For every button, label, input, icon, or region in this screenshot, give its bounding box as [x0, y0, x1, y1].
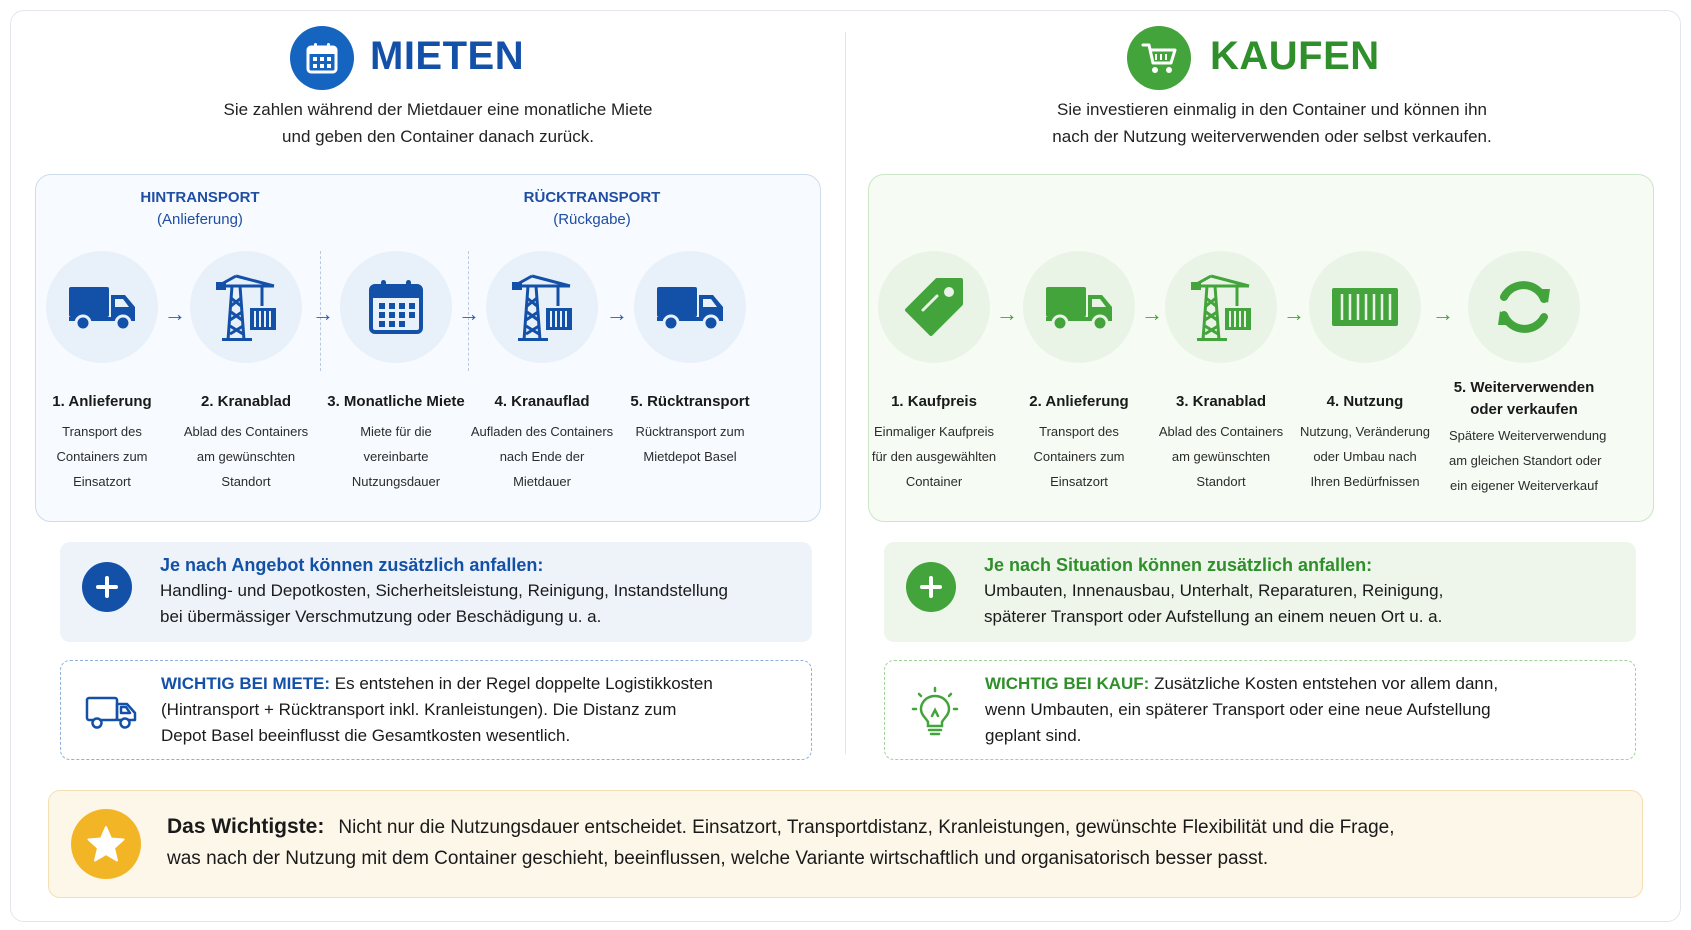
plus-icon: [906, 562, 956, 612]
buy-subtitle: [862, 96, 1682, 150]
summary-box: [48, 790, 1643, 898]
step-desc-line: Rücktransport zum: [635, 424, 745, 439]
step-description: [1449, 423, 1607, 498]
step-description: [467, 419, 617, 494]
additional-costs-line: Umbauten, Innenausbau, Unterhalt, Reparaturen, Reinigung,: [984, 581, 1444, 600]
step-desc-line: Einsatzort: [73, 474, 131, 489]
step-title: 1. Kaufpreis: [891, 393, 977, 410]
arrow-right-icon: →: [606, 301, 628, 326]
rent-additional-costs: [60, 542, 812, 642]
calendar-icon: [340, 251, 452, 363]
step-title: 3. Monatliche Miete: [327, 393, 465, 410]
important-note-text: [161, 671, 801, 749]
truck-icon: [46, 251, 158, 363]
step-description: [27, 419, 177, 494]
phase-subtitle: (Rückgabe): [553, 211, 631, 228]
rent-column: [28, 0, 848, 780]
calendar-icon: [290, 26, 354, 90]
crane-icon: [486, 251, 598, 363]
truck-icon: [634, 251, 746, 363]
rent-subtitle-line: und geben den Container danach zurück.: [282, 127, 594, 146]
important-line: Depot Basel beeinflusst die Gesamtkosten wesentlich.: [161, 726, 571, 745]
step-description: [1004, 419, 1154, 494]
step-title: 3. Kranablad: [1175, 393, 1267, 410]
step-desc-line: am gleichen Standort oder: [1449, 453, 1602, 468]
buy-additional-costs: [884, 542, 1636, 642]
step-desc-line: Einmaliger Kaufpreis: [874, 424, 994, 439]
step-desc-line: ein eigener Weiterverkauf: [1450, 478, 1598, 493]
truck-icon: [81, 687, 141, 737]
step-desc-line: Einsatzort: [1050, 474, 1108, 489]
crane-icon: [1165, 251, 1277, 363]
step-title: 4. Kranauflad: [494, 393, 590, 410]
important-line: (Hintransport + Rücktransport inkl. Kranleistungen). Die Distanz zum: [161, 700, 677, 719]
step-description: [321, 419, 471, 494]
rent-subtitle-line: Sie zahlen während der Mietdauer eine monatliche Miete: [223, 100, 653, 119]
buy-title: KAUFEN: [1210, 34, 1380, 78]
step-title: 2. Kranablad: [200, 393, 292, 410]
step-desc-line: Containers zum: [1033, 449, 1125, 464]
summary-label: Das Wichtigste:: [167, 815, 325, 838]
rent-title: MIETEN: [370, 34, 525, 78]
step-desc-line: Miete für die: [360, 424, 432, 439]
rent-subtitle: [28, 96, 848, 150]
step-title-line2: oder verkaufen: [1470, 401, 1578, 418]
step-desc-line: Standort: [1196, 474, 1246, 489]
additional-costs-text: [984, 552, 1624, 630]
arrow-right-icon: →: [1141, 301, 1163, 326]
shopping-cart-icon: [1127, 26, 1191, 90]
additional-costs-line: bei übermässiger Verschmutzung oder Beschädigung u. a.: [160, 607, 602, 626]
additional-costs-heading: Je nach Angebot können zusätzlich anfallen:: [160, 555, 544, 575]
summary-text: [167, 811, 1395, 874]
phase-subtitle: (Anlieferung): [157, 211, 243, 228]
summary-line: Nicht nur die Nutzungsdauer entscheidet. Einsatzort, Transportdistanz, Kranleistungen, gewünschte Flexibilität und die Frage,: [338, 817, 1395, 838]
important-note-text: [985, 671, 1625, 749]
arrow-right-icon: →: [1283, 301, 1305, 326]
step-title: 4. Nutzung: [1326, 393, 1404, 410]
buy-step-1: [859, 251, 1009, 494]
buy-important-note: [884, 660, 1636, 760]
step-desc-line: Transport des: [62, 424, 142, 439]
step-title: 5. Weiterverwenden: [1453, 379, 1595, 396]
important-line: Zusätzliche Kosten entstehen vor allem dann,: [1154, 674, 1499, 693]
additional-costs-heading: Je nach Situation können zusätzlich anfallen:: [984, 555, 1373, 575]
step-desc-line: Ihren Bedürfnissen: [1310, 474, 1420, 489]
crane-icon: [190, 251, 302, 363]
arrow-right-icon: →: [996, 301, 1018, 326]
arrow-right-icon: →: [1432, 301, 1454, 326]
lightbulb-icon: [905, 687, 965, 737]
buy-process-panel: [868, 174, 1654, 522]
buy-column: [862, 0, 1682, 780]
step-desc-line: am gewünschten: [196, 449, 296, 464]
rent-process-panel: [35, 174, 821, 522]
important-line: Es entstehen in der Regel doppelte Logistikkosten: [334, 674, 713, 693]
phase-title: HINTRANSPORT: [140, 189, 260, 206]
rent-important-note: [60, 660, 812, 760]
step-desc-line: oder Umbau nach: [1313, 449, 1417, 464]
star-icon: [71, 809, 141, 879]
recycle-icon: [1468, 251, 1580, 363]
step-title: 2. Anlieferung: [1029, 393, 1129, 410]
important-label: WICHTIG BEI MIETE:: [161, 674, 331, 693]
buy-step-2: [1004, 251, 1154, 494]
truck-icon: [1023, 251, 1135, 363]
arrow-right-icon: →: [312, 301, 334, 326]
step-desc-line: nach Ende der: [499, 449, 585, 464]
step-desc-line: Ablad des Containers: [183, 424, 309, 439]
step-title: 1. Anlieferung: [52, 393, 152, 410]
additional-costs-line: Handling- und Depotkosten, Sicherheitsleistung, Reinigung, Instandstellung: [160, 581, 728, 600]
rent-step-1: [27, 251, 177, 494]
step-desc-line: Mietdepot Basel: [643, 449, 737, 464]
rent-step-2: [171, 251, 321, 494]
step-desc-line: Spätere Weiterverwendung: [1449, 428, 1607, 443]
buy-step-4: [1290, 251, 1440, 494]
step-description: [1290, 419, 1440, 494]
summary-line: was nach der Nutzung mit dem Container geschieht, beeinflussen, welche Variante wirtschaftlich und organisatorisch besser passt.: [167, 848, 1269, 869]
container-icon: [1309, 251, 1421, 363]
step-title: 5. Rücktransport: [630, 393, 750, 410]
step-description: [615, 419, 765, 469]
rent-step-3: [321, 251, 471, 494]
rent-step-5: [615, 251, 765, 469]
step-desc-line: Nutzungsdauer: [351, 474, 441, 489]
additional-costs-text: [160, 552, 800, 630]
step-description: [859, 419, 1009, 494]
step-desc-line: Ablad des Containers: [1158, 424, 1284, 439]
buy-subtitle-line: nach der Nutzung weiterverwenden oder selbst verkaufen.: [1052, 127, 1492, 146]
buy-step-5: [1449, 251, 1607, 498]
important-line: geplant sind.: [985, 726, 1082, 745]
step-desc-line: am gewünschten: [1171, 449, 1271, 464]
step-desc-line: Standort: [221, 474, 271, 489]
buy-header: [862, 24, 1682, 94]
buy-step-3: [1146, 251, 1296, 494]
additional-costs-body: [984, 578, 1624, 630]
price-tag-icon: [878, 251, 990, 363]
arrow-right-icon: →: [164, 301, 186, 326]
plus-icon: [82, 562, 132, 612]
step-description: [1146, 419, 1296, 494]
step-desc-line: Mietdauer: [513, 474, 571, 489]
step-desc-line: vereinbarte: [363, 449, 429, 464]
step-desc-line: für den ausgewählten: [871, 449, 997, 464]
rent-header: [28, 24, 848, 94]
phase-title: RÜCKTRANSPORT: [523, 189, 661, 206]
important-label: WICHTIG BEI KAUF:: [985, 674, 1150, 693]
buy-subtitle-line: Sie investieren einmalig in den Container und können ihn: [1056, 100, 1487, 119]
rent-step-4: [467, 251, 617, 494]
step-desc-line: Transport des: [1039, 424, 1119, 439]
additional-costs-body: [160, 578, 800, 630]
phase-label-delivery: [100, 187, 300, 231]
arrow-right-icon: →: [458, 301, 480, 326]
step-desc-line: Nutzung, Veränderung: [1299, 424, 1431, 439]
step-desc-line: Aufladen des Containers: [470, 424, 614, 439]
step-desc-line: Container: [905, 474, 963, 489]
important-line: wenn Umbauten, ein späterer Transport oder eine neue Aufstellung: [985, 700, 1491, 719]
step-desc-line: Containers zum: [56, 449, 148, 464]
phase-label-return: [492, 187, 692, 231]
step-description: [171, 419, 321, 494]
additional-costs-line: späterer Transport oder Aufstellung an einem neuen Ort u. a.: [984, 607, 1443, 626]
